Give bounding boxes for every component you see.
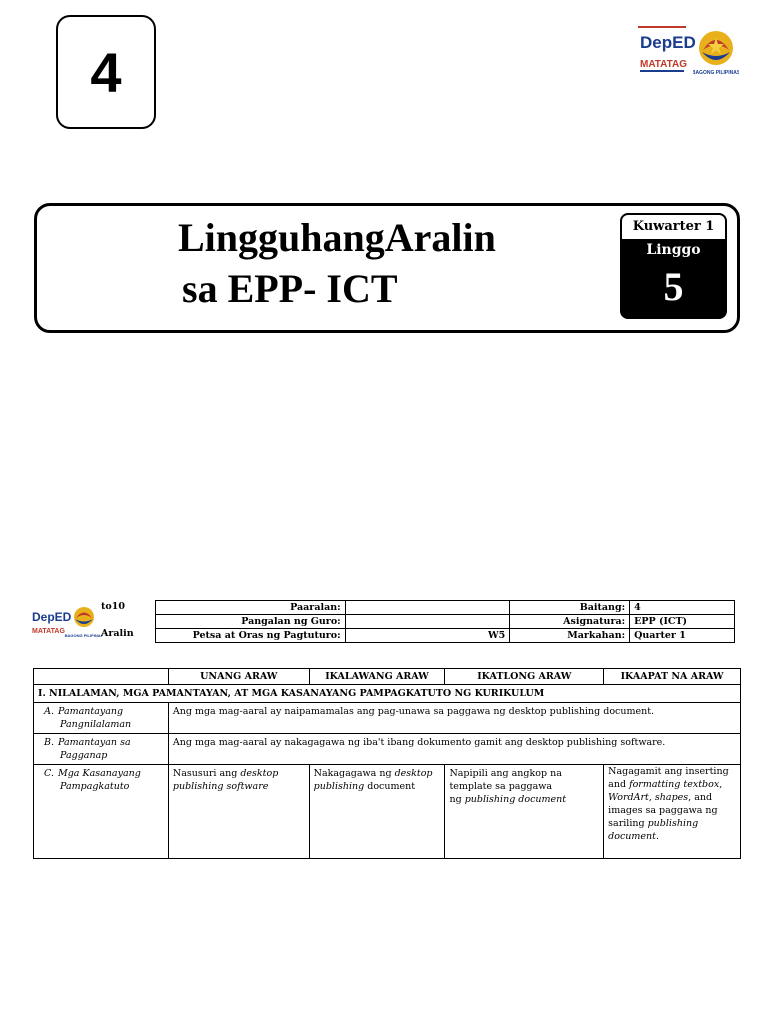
section-title: I. NILALAMAN, MGA PAMANTAYAN, AT MGA KASANAYANG PAMPAGKATUTO NG KURIKULUM (34, 685, 741, 703)
subject-label: Asignatura: (510, 615, 630, 629)
content-standard-text: Ang mga mag-aaral ay naipamamalas ang pag-unawa sa paggawa ng desktop publishing document. (168, 703, 740, 734)
header-logos (32, 601, 102, 641)
header-row-school (156, 601, 735, 615)
grade-number-box (56, 15, 156, 129)
week-box (620, 213, 727, 319)
week-label: Linggo (646, 242, 701, 258)
date-value: W5 (345, 629, 510, 643)
title-line-2: sa EPP- ICT (182, 266, 398, 311)
header-left-top: to10 (101, 601, 125, 612)
svg-text:BAGONG PILIPINAS: BAGONG PILIPINAS (693, 70, 739, 76)
svg-text:MATATAG: MATATAG (640, 59, 688, 70)
date-label: Petsa at Oras ng Pagtuturo: (156, 629, 346, 643)
quarter-value: Quarter 1 (630, 629, 735, 643)
school-label: Paaralan: (156, 601, 346, 615)
grade-number: 4 (90, 40, 122, 104)
section-row (34, 685, 741, 703)
grade-label: Baitang: (510, 601, 630, 615)
content-standard-label: A. Pamantayang Pangnilalaman (34, 703, 169, 734)
svg-text:MATATAG: MATATAG (32, 628, 65, 635)
quarter-label-cell: Markahan: (510, 629, 630, 643)
header-row-date (156, 629, 735, 643)
svg-text:DepED: DepED (640, 33, 696, 52)
header-row-teacher (156, 615, 735, 629)
bagong-pilipinas-logo (693, 26, 739, 76)
teacher-value (345, 615, 510, 629)
svg-text:BAGONG PILIPINAS: BAGONG PILIPINAS (64, 633, 102, 638)
row-content-standard (34, 703, 741, 734)
header-info-table (155, 600, 735, 643)
performance-standard-label: B. Pamantayan sa Pagganap (34, 734, 169, 765)
row-learning-competencies (34, 765, 741, 859)
week-number: 5 (663, 264, 684, 309)
competency-day-1: Nasusuri ang desktop publishing software (168, 765, 309, 859)
col-day-1: UNANG ARAW (168, 669, 309, 685)
col-day-3: IKATLONG ARAW (445, 669, 604, 685)
competency-day-4: Nagagamit ang inserting and formatting textbox, WordArt, shapes, and images sa paggawa ng sariling publishing document. (604, 765, 741, 859)
title-line-1: LingguhangAralin (178, 215, 496, 260)
quarter-label: Kuwarter 1 (622, 215, 725, 241)
col-day-4: IKAAPAT NA ARAW (604, 669, 741, 685)
school-value (345, 601, 510, 615)
teacher-label: Pangalan ng Guro: (156, 615, 346, 629)
empty-header-cell (34, 669, 169, 685)
subject-value: EPP (ICT) (630, 615, 735, 629)
row-performance-standard (34, 734, 741, 765)
lesson-table (33, 668, 741, 859)
grade-value: 4 (630, 601, 735, 615)
competency-day-3: Napipili ang angkop na template sa paggawa ng publishing document (445, 765, 604, 859)
col-day-2: IKALAWANG ARAW (309, 669, 445, 685)
performance-standard-text: Ang mga mag-aaral ay nakagagawa ng iba't ibang dokumento gamit ang desktop publishing software. (168, 734, 740, 765)
svg-text:DepED: DepED (32, 610, 72, 624)
competency-day-2: Nakagagawa ng desktop publishing document (309, 765, 445, 859)
header-left-bottom: Aralin (101, 628, 134, 639)
column-header-row (34, 669, 741, 685)
learning-competencies-label: C. Mga Kasanayang Pampagkatuto (34, 765, 169, 859)
